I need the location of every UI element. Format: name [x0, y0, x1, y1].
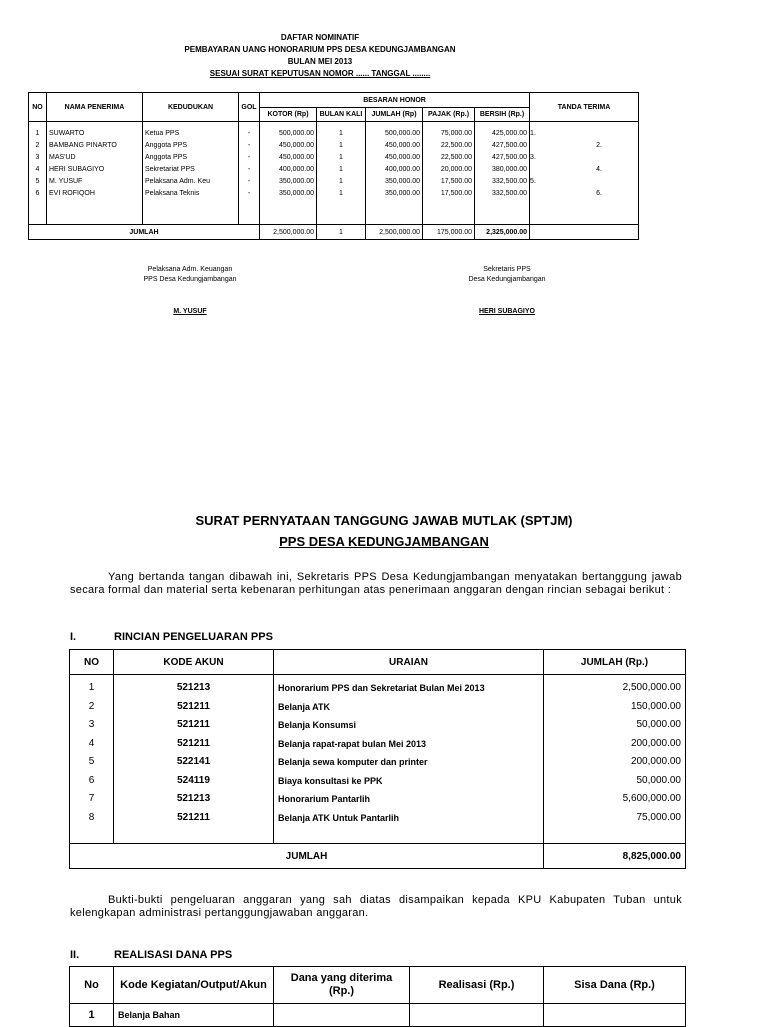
cell-kode: 521213: [176, 682, 211, 693]
col-gol: GOL: [239, 93, 260, 122]
cell-nama: HERI SUBAGIYO: [49, 166, 105, 173]
cell-no: 5: [88, 756, 95, 767]
col-bersih: BERSIH (Rp.): [475, 108, 530, 122]
cell-kotor: 400,000.00: [278, 166, 314, 173]
cell-jumlah: 150,000.00: [630, 700, 681, 712]
cell-no: 1: [70, 1004, 114, 1027]
cell-pajak: 75,000.00: [440, 130, 472, 137]
cell-kode: 521211: [177, 700, 210, 712]
total-jumlah: 2,500,000.00: [366, 225, 423, 240]
expense-table: [69, 649, 686, 869]
total-bulan: 1: [317, 225, 366, 240]
section-title: REALISASI DANA PPS: [114, 949, 233, 961]
signature-slot: 5.: [530, 178, 536, 185]
cell-uraian: Biaya konsultasi ke PPK: [278, 775, 383, 786]
signature-slot: 1.: [530, 130, 536, 137]
total-label: JUMLAH: [29, 225, 260, 240]
total-pajak: 175,000.00: [423, 225, 475, 240]
cell-bulan: 1: [339, 154, 343, 161]
cell-no: 5: [35, 178, 40, 185]
cell-jumlah: 50,000.00: [636, 719, 681, 730]
cell-kode: Belanja Bahan: [114, 1004, 274, 1027]
col-dana-diterima: Dana yang diterima (Rp.): [274, 967, 410, 1004]
doc-reference: SESUAI SURAT KEPUTUSAN NOMOR ...... TANGGAL ........: [209, 69, 431, 78]
doc-period: BULAN MEI 2013: [287, 57, 353, 66]
doc-subtitle: PEMBAYARAN UANG HONORARIUM PPS DESA KEDUNGJAMBANGAN: [184, 45, 456, 54]
cell-bersih: 332,500.00: [492, 190, 528, 197]
cell-bersih: 425,000.00: [492, 130, 528, 137]
col-kode-akun: KODE AKUN: [114, 650, 274, 675]
total-label: JUMLAH: [70, 844, 544, 869]
cell-no: 4: [88, 737, 95, 749]
cell-kedudukan: Ketua PPS: [145, 130, 180, 137]
cell-kedudukan: Anggota PPS: [145, 154, 188, 161]
cell-jumlah: 400,000.00: [384, 166, 420, 173]
cell-gol: -: [247, 154, 251, 161]
col-tanda-terima: TANDA TERIMA: [530, 93, 639, 122]
table-row: [70, 675, 686, 844]
signature-slot: [560, 176, 638, 188]
cell-jumlah: 2,500,000.00: [622, 682, 681, 693]
signature-name: M. YUSUF: [173, 308, 207, 315]
cell-bulan: 1: [339, 190, 343, 197]
intro-paragraph: Yang bertanda tangan dibawah ini, Sekretaris PPS Desa Kedungjambangan menyatakan bertanggung jawab secara formal dan material serta kebenaran perhitungan atas penerimaan anggaran dengan rincian sebagai berikut :: [70, 571, 682, 596]
honor-table: [28, 92, 639, 240]
cell-no: 6: [35, 190, 40, 197]
cell-no: 1: [35, 130, 40, 137]
cell-uraian: Honorarium Pantarlih: [278, 794, 371, 804]
cell-nama: BAMBANG PINARTO: [49, 142, 117, 149]
cell-jumlah: 350,000.00: [384, 190, 420, 197]
cell-jumlah: 200,000.00: [630, 756, 681, 767]
col-jumlah: JUMLAH (Rp): [366, 108, 423, 122]
cell-kotor: 450,000.00: [278, 154, 314, 161]
cell-nama: M. YUSUF: [49, 178, 83, 185]
cell-bersih: 427,500.00: [492, 142, 528, 149]
cell-gol: -: [247, 190, 251, 197]
cell-gol: -: [247, 178, 251, 185]
cell-gol: -: [247, 130, 251, 137]
sptjm-title: SURAT PERNYATAAN TANGGUNG JAWAB MUTLAK (SPTJM): [195, 513, 573, 528]
cell-kedudukan: Pelaksana Adm. Keu: [145, 178, 210, 185]
cell-bersih: 380,000.00: [492, 166, 528, 173]
col-pajak: PAJAK (Rp.): [423, 108, 475, 122]
col-kotor: KOTOR (Rp): [260, 108, 317, 122]
cell-jumlah: 500,000.00: [384, 130, 420, 137]
signature-slot: [560, 152, 638, 164]
cell-jumlah: 450,000.00: [384, 154, 420, 161]
total-value: 8,825,000.00: [544, 844, 686, 869]
cell-jumlah: 75,000.00: [636, 811, 681, 823]
table-row: [70, 1004, 686, 1027]
cell-no: 3: [88, 719, 95, 730]
cell-bulan: 1: [339, 130, 343, 137]
col-no: NO: [29, 93, 47, 122]
cell-kedudukan: Anggota PPS: [145, 142, 188, 149]
cell-kode: 522141: [176, 756, 211, 767]
signature-slot: 3.: [530, 154, 536, 161]
bukti-paragraph: Bukti-bukti pengeluaran anggaran yang sah diatas disampaikan kepada KPU Kabupaten Tuban untuk kelengkapan administrasi pertanggungjawaban anggaran.: [70, 894, 682, 919]
signature-slot: [530, 164, 560, 176]
realisasi-table: [69, 966, 686, 1027]
cell-jumlah: 350,000.00: [384, 178, 420, 185]
cell-no: 3: [35, 154, 40, 161]
signature-slot: 6.: [596, 190, 602, 197]
col-jumlah: JUMLAH (Rp.): [544, 650, 686, 675]
col-bulan-kali: BULAN KALI: [317, 108, 366, 122]
cell-kotor: 450,000.00: [278, 142, 314, 149]
cell-gol: -: [247, 166, 251, 173]
cell-pajak: 17,500.00: [440, 190, 472, 197]
cell-uraian: Honorarium PPS dan Sekretariat Bulan Mei 2013: [278, 683, 485, 693]
cell-kode: 524119: [177, 774, 210, 786]
cell-no: 6: [88, 774, 95, 786]
signature-org: PPS Desa Kedungjambangan: [143, 276, 237, 283]
total-row: [29, 225, 639, 240]
cell-no: 8: [88, 811, 95, 823]
cell-kotor: 500,000.00: [278, 130, 314, 137]
sptjm-subtitle: PPS DESA KEDUNGJAMBANGAN: [279, 534, 489, 549]
cell-bulan: 1: [339, 178, 343, 185]
signature-org: Desa Kedungjambangan: [468, 276, 546, 283]
cell-no: 2: [88, 700, 95, 712]
table-row: [29, 122, 639, 225]
cell-nama: MAS'UD: [49, 154, 76, 161]
section-title: RINCIAN PENGELUARAN PPS: [114, 631, 273, 643]
section-number: I.: [70, 631, 77, 643]
cell-kedudukan: Pelaksana Teknis: [145, 190, 200, 197]
signature-slot: [530, 140, 560, 152]
cell-kode: 521213: [176, 793, 211, 804]
cell-bulan: 1: [339, 142, 343, 149]
cell-uraian: Belanja ATK Untuk Pantarlih: [278, 812, 400, 823]
cell-pajak: 17,500.00: [440, 178, 472, 185]
signature-right: [407, 266, 607, 315]
total-row: [70, 844, 686, 869]
signature-slot: 2.: [596, 142, 602, 149]
cell-kode: 521211: [177, 811, 210, 823]
cell-diterima: [274, 1004, 410, 1027]
section-number: II.: [70, 949, 80, 961]
cell-jumlah: 5,600,000.00: [622, 793, 681, 804]
cell-uraian: Belanja ATK: [278, 701, 331, 712]
cell-pajak: 20,000.00: [440, 166, 472, 173]
cell-kotor: 350,000.00: [278, 178, 314, 185]
total-kotor: 2,500,000.00: [260, 225, 317, 240]
cell-pajak: 22,500.00: [440, 142, 472, 149]
cell-no: 7: [88, 793, 95, 804]
cell-no: 2: [35, 142, 40, 149]
cell-kotor: 350,000.00: [278, 190, 314, 197]
col-besaran-honor: BESARAN HONOR: [260, 93, 530, 108]
cell-jumlah: 50,000.00: [636, 774, 681, 786]
col-kode-kegiatan: Kode Kegiatan/Output/Akun: [114, 967, 274, 1004]
cell-realisasi: [410, 1004, 544, 1027]
signature-slot: 4.: [596, 166, 602, 173]
cell-kode: 521211: [177, 737, 210, 749]
doc-title: DAFTAR NOMINATIF: [280, 33, 360, 42]
signature-slot: [530, 188, 560, 200]
col-uraian: URAIAN: [274, 650, 544, 675]
cell-bersih: 332,500.00: [492, 178, 528, 185]
cell-bulan: 1: [339, 166, 343, 173]
section-2-heading: [70, 949, 232, 961]
col-no: No: [70, 967, 114, 1004]
cell-kode: 521211: [177, 719, 210, 730]
signature-role: Sekretaris PPS: [483, 266, 531, 273]
cell-sisa: [544, 1004, 686, 1027]
cell-uraian: Belanja sewa komputer dan printer: [278, 757, 428, 767]
cell-nama: SUWARTO: [49, 130, 85, 137]
cell-jumlah: 450,000.00: [384, 142, 420, 149]
cell-kedudukan: Sekretariat PPS: [145, 166, 195, 173]
cell-pajak: 22,500.00: [440, 154, 472, 161]
cell-gol: -: [247, 142, 251, 149]
total-bersih: 2,325,000.00: [475, 225, 530, 240]
col-realisasi: Realisasi (Rp.): [410, 967, 544, 1004]
cell-nama: EVI ROFIQOH: [49, 190, 95, 197]
col-no: NO: [70, 650, 114, 675]
cell-jumlah: 200,000.00: [630, 737, 681, 749]
signature-name: HERI SUBAGIYO: [478, 308, 535, 315]
cell-uraian: Belanja Konsumsi: [278, 720, 357, 730]
signature-role: Pelaksana Adm. Keuangan: [147, 266, 233, 273]
cell-uraian: Belanja rapat-rapat bulan Mei 2013: [278, 738, 427, 749]
cell-no: 4: [35, 166, 40, 173]
cell-no: 1: [88, 682, 95, 693]
cell-bersih: 427,500.00: [492, 154, 528, 161]
signature-slot: [560, 128, 638, 140]
section-1-heading: [70, 631, 273, 643]
col-sisa-dana: Sisa Dana (Rp.): [544, 967, 686, 1004]
col-kedudukan: KEDUDUKAN: [143, 93, 239, 122]
col-nama: NAMA PENERIMA: [47, 93, 143, 122]
signature-left: [90, 266, 290, 315]
